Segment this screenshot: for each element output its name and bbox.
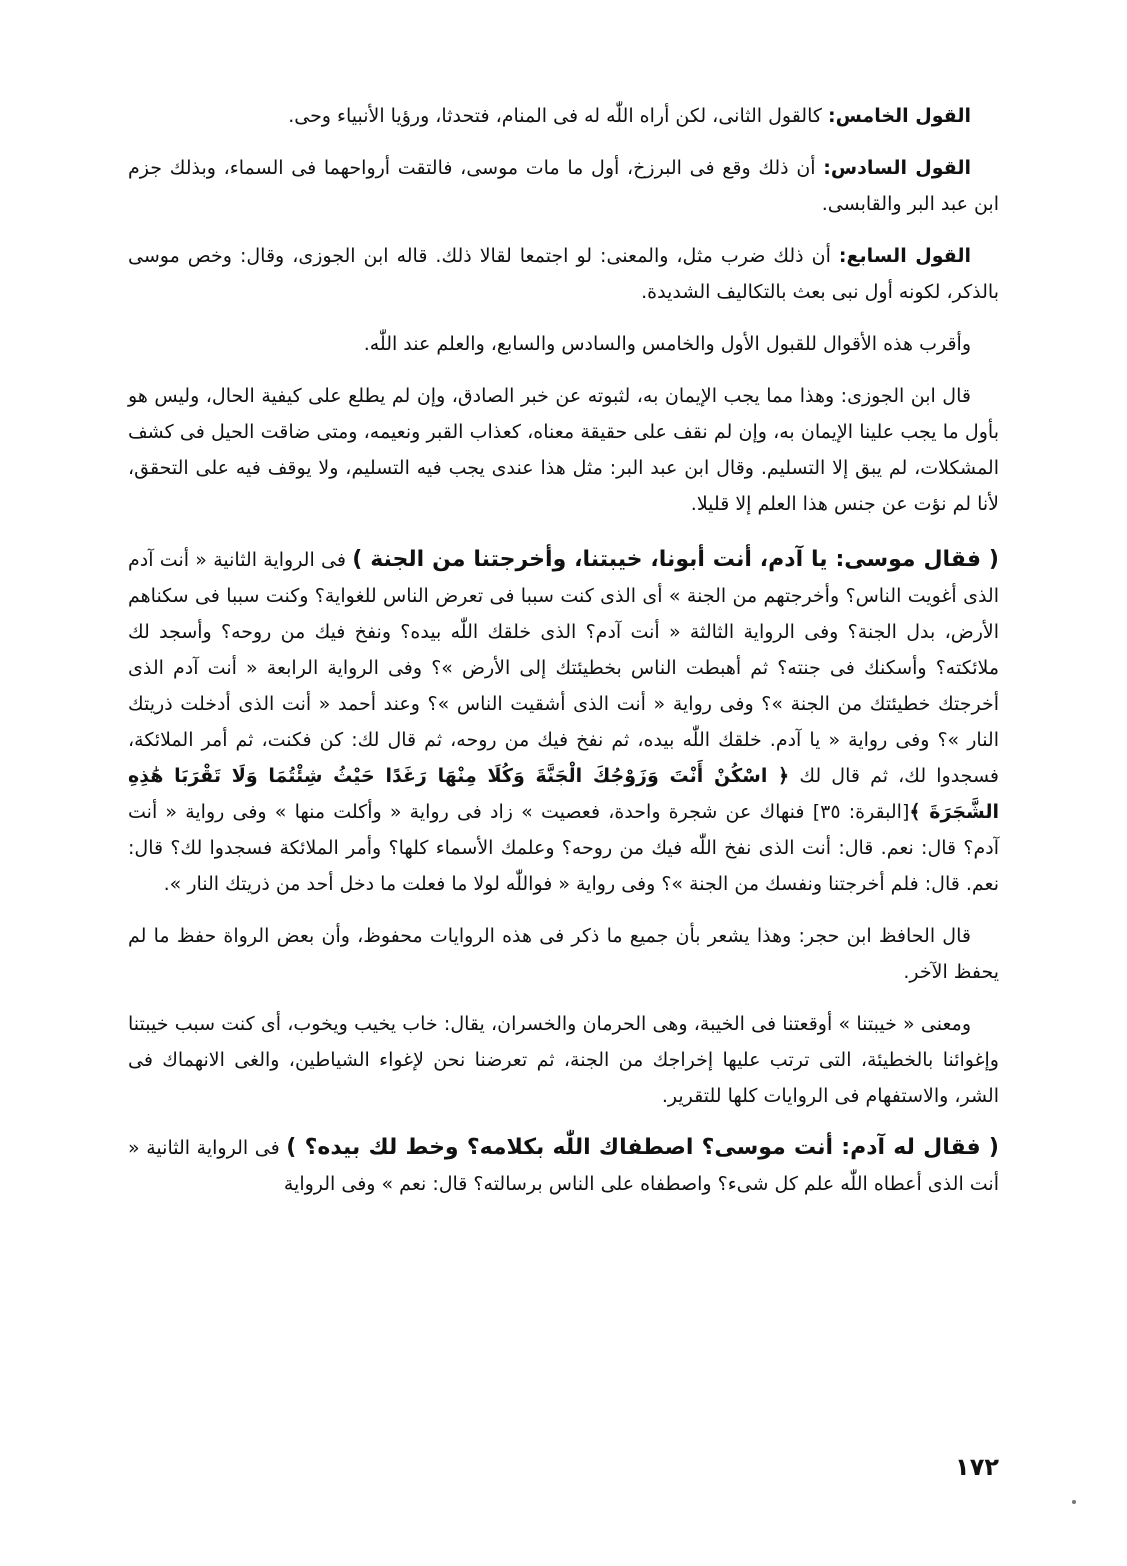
- section-adam-reply: [128, 1130, 999, 1202]
- paragraph-text: قال ابن الجوزى: وهذا مما يجب الإيمان به، لثبوته عن خبر الصادق، وإن لم يطلع على كيفية الحال، وليس هو بأول ما يجب علينا الإيمان به، وإن لم نقف على حقيقة معناه، كعذاب القبر ونعيمه، ومتى ضاقت الحيل فى كشف المشكلات، لم يبق إلا التسليم. وقال ابن عبد البر: مثل هذا عندى يجب فيه التسليم، ولا يوقف فيه على التحقق، لأنا لم نؤت عن جنس هذا العلم إلا قليلا.: [128, 385, 999, 515]
- paragraph-text: أن ذلك وقع فى البرزخ، أول ما مات موسى، فالتقت أرواحهما فى السماء، وبذلك جزم ابن عبد البر والقابسى.: [128, 157, 999, 215]
- section-heading: ( فقال موسى: يا آدم، أنت أبونا، خيبتنا، وأخرجتنا من الجنة ): [352, 547, 999, 572]
- paragraph-text: ومعنى « خيبتنا » أوقعتنا فى الخيبة، وهى الحرمان والخسران، يقال: خاب يخيب ويخوب، أى كنت سبب خيبتنا وإغوائنا بالخطيئة، التى ترتب عليها إخراجك من الجنة، ثم تعرضنا نحن لإغواء الشياطين، والغى الانهماك فى الشر، والاستفهام فى الروايات كلها للتقرير.: [128, 1013, 999, 1107]
- quran-verse: ﴿ اسْكُنْ أَنْتَ وَزَوْجُكَ الْجَنَّةَ وَكُلَا مِنْهَا رَغَدًا حَيْثُ شِئْتُمَا وَلَا تَقْرَبَا هَٰذِهِ الشَّجَرَةَ ﴾: [128, 765, 999, 823]
- section-text: فى الرواية الثانية « أنت آدم الذى أغويت الناس؟ وأخرجتهم من الجنة » أى الذى كنت سببا فى تعرض الناس للغواية؟ وكنت سببا فى سكناهم الأرض، بدل الجنة؟ وفى الرواية الثالثة « أنت آدم؟ الذى خلقك اللّٰه بيده؟ ونفخ فيك من روحه؟ وأسجد لك ملائكته؟ وأسكنك فى جنته؟ ثم أهبطت الناس بخطيئتك إلى الأرض »؟ وفى الرواية الرابعة « أنت آدم الذى أخرجتك خطيئتك من الجنة »؟ وفى رواية « أنت الذى أشقيت الناس »؟ وعند أحمد « أنت الذى أدخلت ذريتك النار »؟ وفى رواية « يا آدم. خلقك اللّٰه بيده، ثم نفخ فيك من روحه، ثم قال لك: كن فكنت، ثم أمر الملائكة، فسجدوا لك، ثم قال لك: [128, 549, 999, 787]
- paragraph-seventh-opinion: [128, 238, 999, 310]
- opinion-label: القول السادس:: [823, 157, 971, 179]
- paragraph-meaning-khaybatana: [128, 1006, 999, 1114]
- paragraph-closest-opinion: [128, 326, 999, 362]
- section-text: فى الرواية الثانية « أنت الذى أعطاه اللّٰه علم كل شىء؟ واصطفاه على الناس برسالته؟ قال: نعم » وفى الرواية: [128, 1137, 999, 1195]
- paragraph-text: أن ذلك ضرب مثل، والمعنى: لو اجتمعا لقالا ذلك. قاله ابن الجوزى، وقال: وخص موسى بالذكر، لكونه أول نبى بعث بالتكاليف الشديدة.: [128, 245, 999, 303]
- section-text-continued: فنهاك عن شجرة واحدة، فعصيت » زاد فى رواية « وأكلت منها » وفى رواية « أنت آدم؟ قال: نعم. قال: أنت الذى نفخ اللّٰه فيك من روحه؟ وعلمك الأسماء كلها؟ وأمر الملائكة فسجدوا لك؟ قال: نعم. قال: فلم أخرجتنا ونفسك من الجنة »؟ وفى رواية « فواللّٰه لولا ما فعلت ما دخل أحد من ذريتك النار ».: [128, 801, 999, 895]
- paragraph-ibn-hajar: [128, 918, 999, 990]
- verse-citation: [البقرة: ٣٥]: [812, 801, 910, 823]
- scan-speck: [1072, 1500, 1076, 1504]
- page-number: ١٧٢: [955, 1453, 999, 1481]
- paragraph-text: كالقول الثانى، لكن أراه اللّٰه له فى المنام، فتحدثا، ورؤيا الأنبياء وحى.: [288, 105, 828, 127]
- section-musa-speech: [128, 542, 999, 902]
- paragraph-text: وأقرب هذه الأقوال للقبول الأول والخامس والسادس والسابع، والعلم عند اللّٰه.: [363, 333, 971, 355]
- paragraph-ibn-aljawzi: [128, 378, 999, 522]
- paragraph-sixth-opinion: [128, 150, 999, 222]
- section-heading: ( فقال له آدم: أنت موسى؟ اصطفاك اللّٰه بكلامه؟ وخط لك بيده؟ ): [286, 1135, 999, 1160]
- opinion-label: القول الخامس:: [827, 105, 971, 127]
- opinion-label: القول السابع:: [838, 245, 971, 267]
- paragraph-text: قال الحافظ ابن حجر: وهذا يشعر بأن جميع ما ذكر فى هذه الروايات محفوظ، وأن بعض الرواة حفظ ما لم يحفظ الآخر.: [128, 925, 999, 983]
- paragraph-fifth-opinion: [128, 98, 999, 134]
- page-body: [128, 98, 999, 1202]
